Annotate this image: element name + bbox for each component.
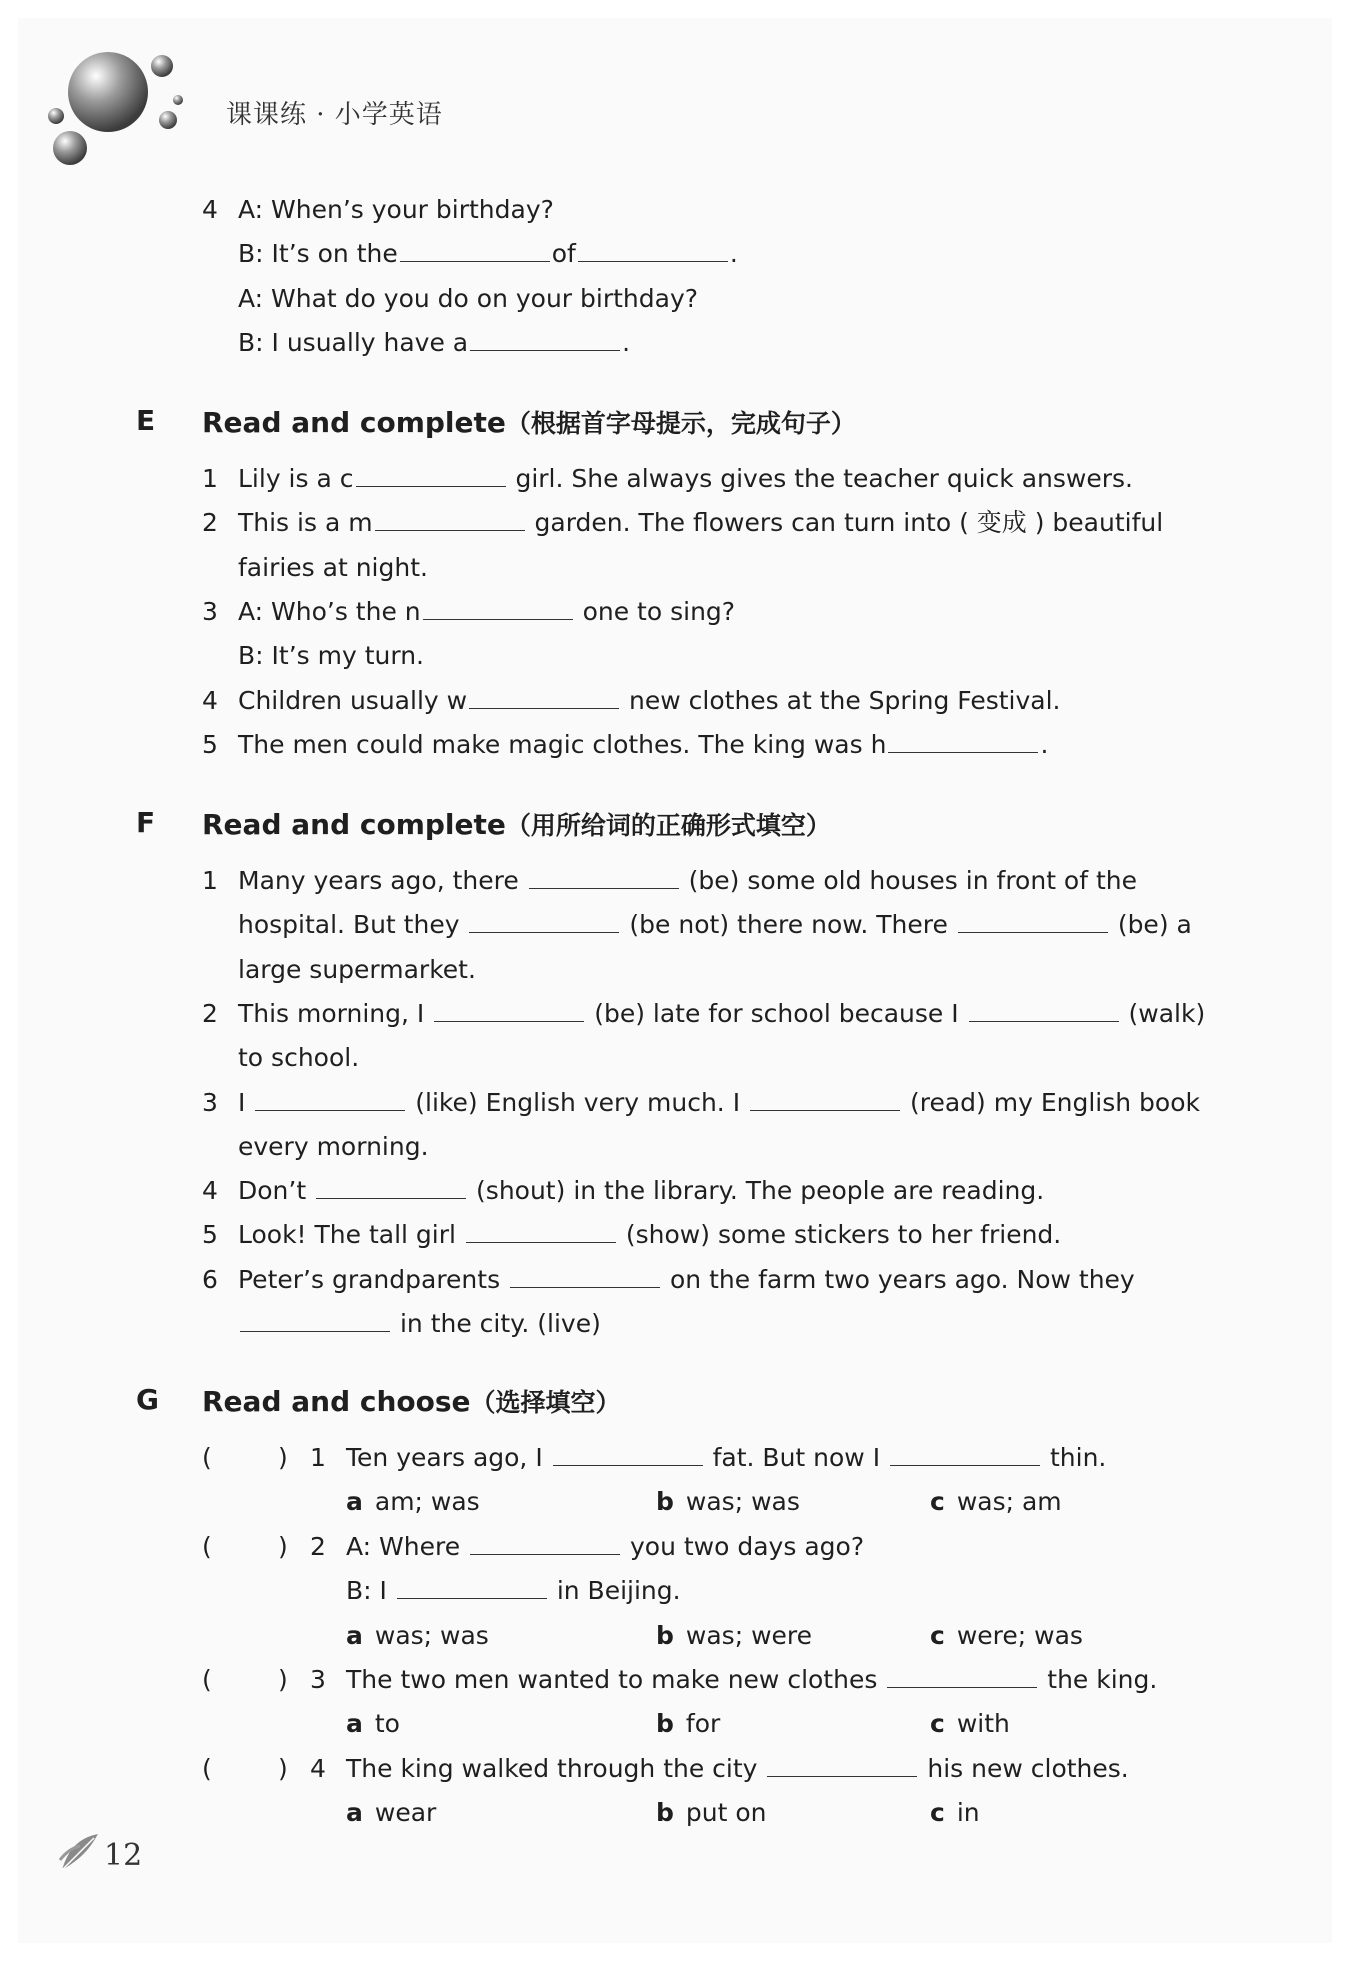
option-c[interactable]: c with [930,1709,1010,1738]
item-number: 5 [202,1220,218,1249]
answer-blank[interactable] [969,999,1119,1022]
exercise-line: fairies at night. [238,553,428,582]
leaf-icon [58,1830,102,1874]
item-number: 3 [202,1088,218,1117]
answer-bracket-close: ) [278,1443,288,1472]
section-title: Read and complete（根据首字母提示，完成句子） [202,406,856,439]
option-a[interactable]: a am; was [346,1487,480,1516]
option-b[interactable]: b was; was [656,1487,800,1516]
dialogue-line: B: It’s on the of . [238,239,738,268]
answer-bracket-open[interactable]: ( [202,1754,212,1783]
answer-blank[interactable] [529,866,679,889]
exercise-line: Ten years ago, I fat. But now I thin. [346,1443,1107,1472]
item-number: 4 [310,1754,326,1783]
dialogue-line: A: What do you do on your birthday? [238,284,699,313]
item-number: 2 [310,1532,326,1561]
option-a[interactable]: a was; was [346,1621,489,1650]
answer-blank[interactable] [887,1665,1037,1688]
exercise-line: A: Who’s the n one to sing? [238,597,736,626]
item-number: 5 [202,730,218,759]
answer-bracket-close: ) [278,1754,288,1783]
answer-bracket-open[interactable]: ( [202,1665,212,1694]
exercise-line: The king walked through the city his new clothes. [346,1754,1129,1783]
answer-blank[interactable] [767,1754,917,1777]
exercise-line: large supermarket. [238,955,476,984]
exercise-line: I (like) English very much. I (read) my English book [238,1088,1200,1117]
exercise-line: A: Where you two days ago? [346,1532,865,1561]
answer-blank[interactable] [470,1532,620,1555]
item-number: 4 [202,686,218,715]
option-c[interactable]: c were; was [930,1621,1083,1650]
item-number: 3 [202,597,218,626]
section-letter: E [136,404,156,437]
answer-bracket-close: ) [278,1665,288,1694]
exercise-line: every morning. [238,1132,429,1161]
answer-blank[interactable] [356,464,506,487]
exercise-line: This is a m garden. The flowers can turn into ( 变成 ) beautiful [238,508,1164,537]
answer-blank[interactable] [375,508,525,531]
exercise-line: The men could make magic clothes. The king was h . [238,730,1049,759]
item-number: 2 [202,999,218,1028]
answer-blank[interactable] [240,1309,390,1332]
exercise-line: to school. [238,1043,360,1072]
section-letter: F [136,806,156,839]
answer-blank[interactable] [434,999,584,1022]
item-number: 4 [202,1176,218,1205]
option-c[interactable]: c was; am [930,1487,1062,1516]
item-number: 1 [202,464,218,493]
answer-blank[interactable] [958,910,1108,933]
answer-blank[interactable] [255,1088,405,1111]
section-title: Read and choose（选择填空） [202,1385,621,1418]
answer-blank[interactable] [400,239,550,262]
bubbles-logo-icon [40,40,190,170]
exercise-line: Lily is a c girl. She always gives the teacher quick answers. [238,464,1133,493]
answer-blank[interactable] [888,730,1038,753]
item-number: 2 [202,508,218,537]
option-a[interactable]: a wear [346,1798,437,1827]
option-b[interactable]: b was; were [656,1621,813,1650]
option-b[interactable]: b put on [656,1798,767,1827]
section-letter: G [136,1383,159,1416]
exercise-line: Look! The tall girl (show) some stickers to her friend. [238,1220,1062,1249]
header-title: 课课练 · 小学英语 [226,100,443,130]
exercise-line: Don’t (shout) in the library. The people are reading. [238,1176,1045,1205]
dialogue-line: B: I usually have a . [238,328,631,357]
item-number: 1 [202,866,218,895]
answer-blank[interactable] [553,1443,703,1466]
answer-bracket-open[interactable]: ( [202,1532,212,1561]
option-a[interactable]: a to [346,1709,400,1738]
answer-blank[interactable] [423,597,573,620]
answer-blank[interactable] [466,1220,616,1243]
exercise-line: B: I in Beijing. [346,1576,681,1605]
answer-blank[interactable] [470,328,620,351]
option-b[interactable]: b for [656,1709,721,1738]
answer-blank[interactable] [469,686,619,709]
item-number: 6 [202,1265,218,1294]
item-number: 4 [202,195,218,224]
item-number: 3 [310,1665,326,1694]
exercise-line: Many years ago, there (be) some old houses in front of the [238,866,1138,895]
exercise-line: The two men wanted to make new clothes the king. [346,1665,1158,1694]
exercise-line: Children usually w new clothes at the Spring Festival. [238,686,1061,715]
exercise-line: hospital. But they (be not) there now. There (be) a [238,910,1192,939]
answer-blank[interactable] [316,1176,466,1199]
answer-blank[interactable] [890,1443,1040,1466]
item-number: 1 [310,1443,326,1472]
answer-blank[interactable] [750,1088,900,1111]
answer-blank[interactable] [469,910,619,933]
answer-bracket-open[interactable]: ( [202,1443,212,1472]
option-c[interactable]: c in [930,1798,980,1827]
exercise-line: B: It’s my turn. [238,641,424,670]
exercise-line: Peter’s grandparents on the farm two years ago. Now they [238,1265,1135,1294]
dialogue-line: A: When’s your birthday? [238,195,554,224]
answer-blank[interactable] [397,1576,547,1599]
answer-blank[interactable] [578,239,728,262]
answer-blank[interactable] [510,1265,660,1288]
exercise-line: in the city. (live) [238,1309,601,1339]
exercise-line: This morning, I (be) late for school because I (walk) [238,999,1206,1028]
answer-bracket-close: ) [278,1532,288,1561]
section-title: Read and complete（用所给词的正确形式填空） [202,808,831,841]
page-number: 12 [104,1838,143,1873]
